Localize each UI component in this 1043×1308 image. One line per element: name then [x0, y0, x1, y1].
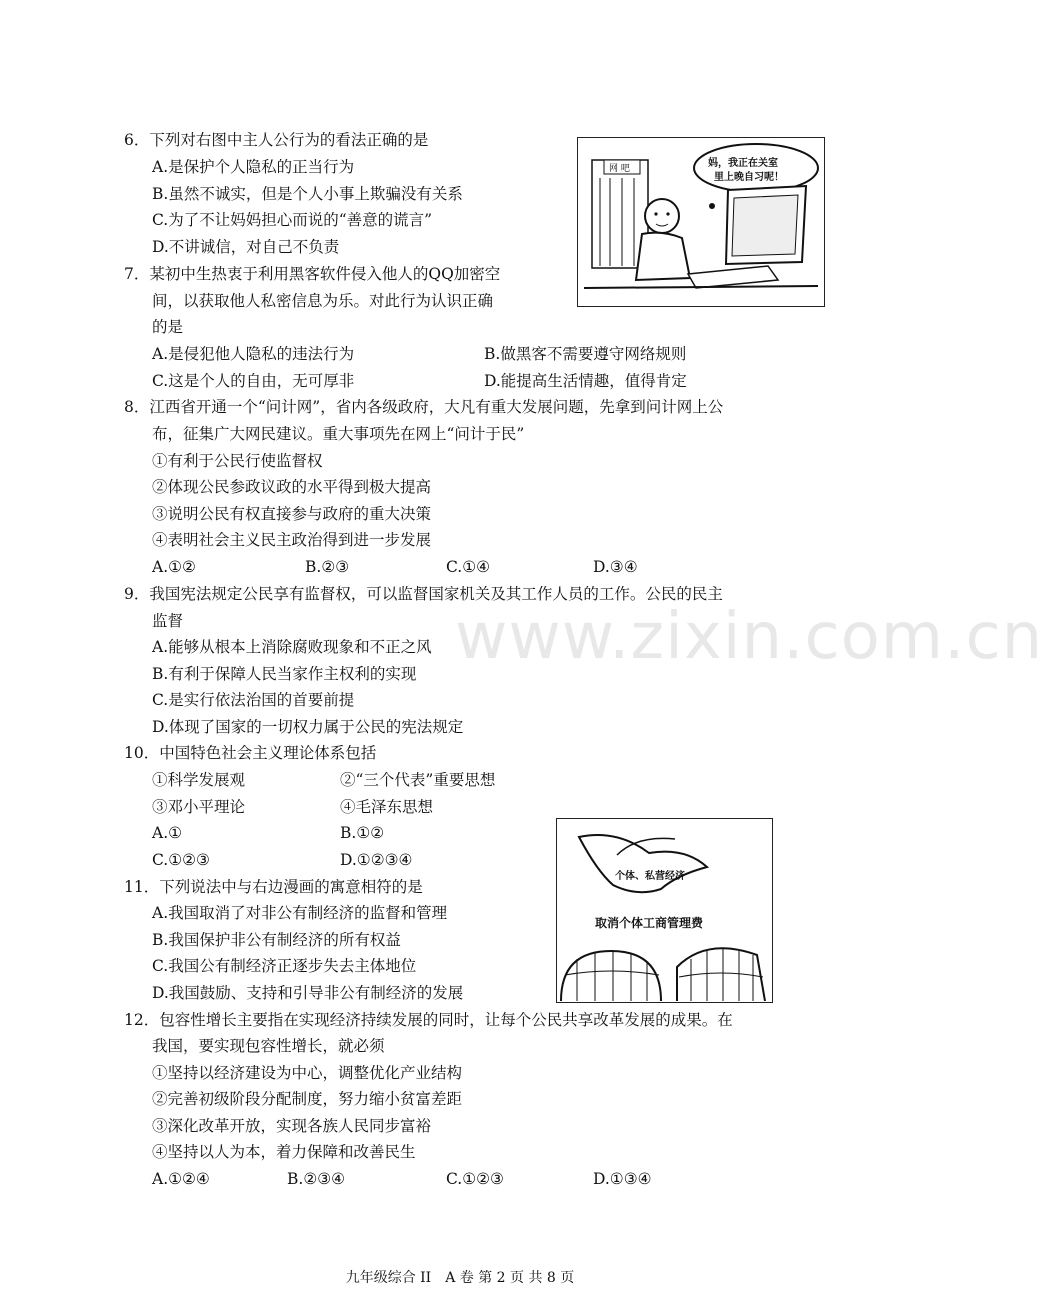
q7-stem-line3: 的是 — [152, 318, 184, 336]
svg-text:里上晚自习呢！: 里上晚自习呢！ — [714, 172, 784, 183]
q10-statement-4: ④毛泽东思想 — [340, 798, 434, 816]
q12-option-a: A.①②④ — [152, 1170, 210, 1188]
q8-statement-3: ③说明公民有权直接参与政府的重大决策 — [152, 505, 432, 523]
q8-stem-line1: 8．江西省开通一个“问计网”，省内各级政府，大凡有重大发展问题，先拿到问计网上公 — [124, 398, 724, 416]
q11-option-d: D.我国鼓励、支持和引导非公有制经济的发展 — [152, 984, 464, 1002]
q10-statement-1: ①科学发展观 — [152, 771, 246, 789]
q8-statement-2: ②体现公民参政议政的水平得到极大提高 — [152, 478, 432, 496]
q9-option-c: C.是实行依法治国的首要前提 — [152, 691, 355, 709]
q6-option-c: C.为了不让妈妈担心而说的“善意的谎言” — [152, 211, 433, 229]
q6-cartoon-bubble-line1: 妈，我正在关室 — [708, 158, 778, 169]
q6-option-a: A.是保护个人隐私的正当行为 — [152, 158, 355, 176]
q12-statement-3: ③深化改革开放，实现各族人民同步富裕 — [152, 1117, 432, 1135]
q10-option-a: A.① — [152, 824, 183, 842]
q12-stem-line2: 我国，要实现包容性增长，就必须 — [152, 1037, 385, 1055]
q11-option-c: C.我国公有制经济正逐步失去主体地位 — [152, 957, 417, 975]
q8-statement-4: ④表明社会主义民主政治得到进一步发展 — [152, 531, 432, 549]
q12-option-c: C.①②③ — [446, 1170, 504, 1188]
q10-statement-2: ②“三个代表”重要思想 — [340, 771, 496, 789]
q12-statement-2: ②完善初级阶段分配制度，努力缩小贫富差距 — [152, 1090, 463, 1108]
watermark: www.zixin.com.cn — [455, 600, 1043, 674]
q9-option-b: B.有利于保障人民当家作主权利的实现 — [152, 665, 417, 683]
q7-stem-line1: 7．某初中生热衷于利用黑客软件侵入他人的QQ加密空 — [124, 265, 501, 283]
q9-stem-line2: 监督 — [152, 612, 184, 630]
page-footer: 九年级综合 II A 卷 第 2 页 共 8 页 — [345, 1270, 575, 1286]
q12-statement-1: ①坚持以经济建设为中心，调整优化产业结构 — [152, 1064, 463, 1082]
q10-option-b: B.①② — [340, 824, 385, 842]
q6-option-d: D.不讲诚信，对自己不负责 — [152, 238, 340, 256]
q12-option-b: B.②③④ — [287, 1170, 346, 1188]
q10-statement-3: ③邓小平理论 — [152, 798, 246, 816]
q9-option-a: A.能够从根本上消除腐败现象和不正之风 — [152, 638, 432, 656]
q9-stem-line1: 9．我国宪法规定公民享有监督权，可以监督国家机关及其工作人员的工作。公民的民主 — [124, 585, 723, 603]
q10-stem: 10．中国特色社会主义理论体系包括 — [124, 744, 377, 762]
q7-stem-line2: 间，以获取他人私密信息为乐。对此行为认识正确 — [152, 292, 494, 310]
svg-text:网 吧: 网 吧 — [609, 164, 630, 174]
q8-option-d: D.③④ — [593, 558, 638, 576]
q8-option-a: A.①② — [152, 558, 196, 576]
q9-option-d: D.体现了国家的一切权力属于公民的宪法规定 — [152, 718, 464, 736]
q11-option-a: A.我国取消了对非公有制经济的监督和管理 — [152, 904, 448, 922]
q6-cartoon-image — [577, 137, 825, 307]
q7-option-a: A.是侵犯他人隐私的违法行为 — [152, 345, 355, 363]
q8-stem-line2: 布，征集广大网民建议。重大事项先在网上“问计于民” — [152, 425, 525, 443]
q12-stem-line1: 12．包容性增长主要指在实现经济持续发展的同时，让每个公民共享改革发展的成果。在 — [124, 1011, 733, 1029]
q12-statement-4: ④坚持以人为本，着力保障和改善民生 — [152, 1143, 416, 1161]
q7-option-d: D.能提高生活情趣，值得肯定 — [484, 372, 687, 390]
q11-stem: 11．下列说法中与右边漫画的寓意相符的是 — [124, 878, 423, 896]
q12-option-d: D.①③④ — [593, 1170, 652, 1188]
q7-option-b: B.做黑客不需要遵守网络规则 — [484, 345, 687, 363]
q8-statement-1: ①有利于公民行使监督权 — [152, 452, 323, 470]
q8-option-c: C.①④ — [446, 558, 491, 576]
q10-option-c: C.①②③ — [152, 851, 210, 869]
q6-stem: 6．下列对右图中主人公行为的看法正确的是 — [124, 131, 429, 149]
q11-cartoon-bird-label: 个体、私营经济 — [615, 871, 685, 882]
q7-option-c: C.这是个人的自由，无可厚非 — [152, 372, 355, 390]
q11-cartoon-image — [556, 818, 773, 1003]
q8-option-b: B.②③ — [305, 558, 350, 576]
q6-option-b: B.虽然不诚实，但是个人小事上欺骗没有关系 — [152, 185, 463, 203]
q11-option-b: B.我国保护非公有制经济的所有权益 — [152, 931, 401, 949]
q10-option-d: D.①②③④ — [340, 851, 413, 869]
q11-cartoon-caption: 取消个体工商管理费 — [595, 916, 704, 930]
